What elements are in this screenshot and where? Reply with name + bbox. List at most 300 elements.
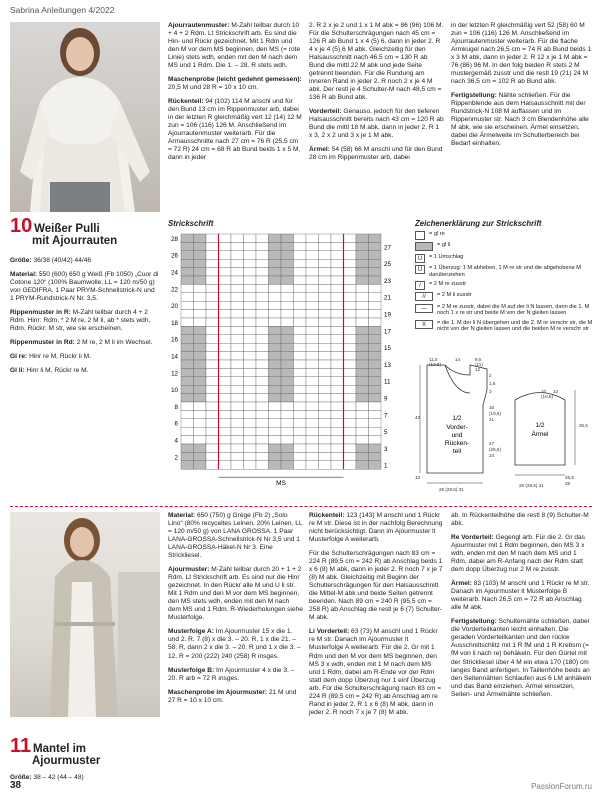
chart-cell — [281, 310, 294, 318]
chart-cell — [294, 326, 307, 334]
legend-item — [415, 320, 595, 333]
paragraph: 123 (143) M anschl und 1 Rückr re M str. Diese ist in der nachfolg Berechnung nicht berücksichtigt. Dann im Ajourmuster lt Musterfolge A weiterarb. — [309, 512, 443, 544]
pattern1-column3 — [309, 22, 444, 169]
chart-row-number: 28 — [171, 235, 178, 243]
chart-cell — [206, 419, 219, 427]
legend-symbol: Ü — [415, 265, 425, 274]
chart-cell — [269, 452, 282, 460]
chart-cell — [306, 259, 319, 267]
chart-cell — [219, 301, 232, 309]
chart-cell — [194, 444, 207, 452]
chart-cell — [206, 335, 219, 343]
chart-cell — [206, 368, 219, 376]
pattern2-column2 — [168, 512, 303, 711]
chart-row-number: 6 — [174, 420, 178, 428]
chart-cell — [306, 410, 319, 418]
chart-cell — [356, 419, 369, 427]
dimension-label: 26 (28,5) 31 — [519, 483, 544, 488]
chart-cell — [356, 343, 369, 351]
section-label: Vorderteil: — [309, 108, 342, 116]
chart-cell — [306, 293, 319, 301]
chart-cell — [256, 251, 269, 259]
chart-cell — [331, 427, 344, 435]
chart-cell — [206, 234, 219, 242]
paragraph: 2. R 2 x je 2 und 1 x 1 M abk = 86 (96) 106 M. Für die Schulterschrägungen nach 45 cm = 126 R ab Bund 1 x 4 (5) 6, dann in jeder 2. R 4 x je 4 (5) 6 M abk. Gleichzeitig für den Halsausschnitt nach 46,5 cm = 130 R ab Bund die mittl 22 M abk und jede Seite getrennt beenden. Für die Rundung am inneren Rand in jeder 2. R noch 2 x je 4 M abk. Der restl je 4 Schulter-M nach 48,5 cm = 136 R ab Bund abk. — [309, 22, 444, 102]
chart-cell — [244, 310, 257, 318]
chart-cell — [219, 251, 232, 259]
chart-cell — [331, 410, 344, 418]
gl-li-text: Hinr li M, Rückr re M. — [26, 367, 89, 375]
model-illustration — [10, 22, 160, 212]
paragraph: in der letzten R gleichmäßig vert 52 (58) 60 M zun = 106 (116) 126 M. Anschließend im Ajourrautenmuster weiterarb. Für die flache Armkugel nach 26,5 cm = 74 R ab Bund beids 1 x 3 M abk, dann in jeder 2. R 12 x je 1 M abk = 76 (86) 96 M. In den folg beiden R stets 2 M mustergemäß zusstr und die restl 19 (21) 24 M nach 36,5 cm = 102 R ab Bund abk. — [451, 22, 592, 86]
chart-cell — [269, 385, 282, 393]
chart-cell — [281, 368, 294, 376]
chart-cell — [294, 402, 307, 410]
chart-cell — [331, 268, 344, 276]
chart-cell — [206, 436, 219, 444]
dimension-label: (10,5) — [541, 394, 554, 399]
chart-cell — [194, 352, 207, 360]
chart-cell — [344, 402, 357, 410]
chart-cell — [356, 284, 369, 292]
chart-cell — [344, 310, 357, 318]
chart-cell — [331, 385, 344, 393]
section-label: Fertigstellung: — [451, 92, 497, 100]
chart-cell — [344, 444, 357, 452]
chart-cell — [181, 310, 194, 318]
chart-cell — [244, 427, 257, 435]
gl-re-text: Hinr re M, Rückr li M. — [29, 353, 91, 361]
chart-cell — [356, 234, 369, 242]
chart-cell — [331, 234, 344, 242]
chart-cell — [194, 377, 207, 385]
chart-cell — [181, 394, 194, 402]
legend-text: = 1 Umschlag — [429, 253, 464, 260]
chart-cell — [219, 444, 232, 452]
chart-cell — [369, 343, 382, 351]
chart-cell — [219, 352, 232, 360]
section-label: Ärmel: — [451, 580, 472, 588]
dimension-label: 10 — [541, 389, 547, 394]
chart-cell — [356, 461, 369, 469]
sweater-photo — [10, 22, 160, 212]
chart-cell — [206, 326, 219, 334]
chart-cell — [331, 377, 344, 385]
chart-cell — [319, 242, 332, 250]
chart-cell — [319, 310, 332, 318]
chart-cell — [281, 318, 294, 326]
chart-cell — [344, 284, 357, 292]
chart-cell — [256, 394, 269, 402]
chart-cell — [281, 234, 294, 242]
chart-cell — [294, 251, 307, 259]
chart-cell — [206, 301, 219, 309]
chart-cell — [356, 360, 369, 368]
chart-cell — [244, 335, 257, 343]
chart-cell — [219, 343, 232, 351]
chart-cell — [306, 352, 319, 360]
dimension-label: (11) — [475, 362, 483, 367]
chart-cell — [269, 410, 282, 418]
pattern-title-line2: Ajourmuster — [32, 755, 101, 768]
chart-cell — [206, 242, 219, 250]
legend-text: = gl li — [437, 242, 451, 249]
chart-cell — [256, 410, 269, 418]
chart-cell — [181, 284, 194, 292]
chart-cell — [306, 234, 319, 242]
chart-cell — [194, 268, 207, 276]
legend-symbol: U — [415, 254, 425, 263]
chart-cell — [281, 259, 294, 267]
chart-cell — [331, 394, 344, 402]
chart-cell — [331, 343, 344, 351]
knitting-chart-grid — [163, 230, 408, 488]
section-label: Ajourmuster: — [168, 566, 210, 574]
chart-cell — [181, 352, 194, 360]
chart-cell — [319, 410, 332, 418]
chart-cell — [319, 234, 332, 242]
chart-cell — [219, 368, 232, 376]
chart-cell — [306, 242, 319, 250]
dimension-label: 1,5 — [489, 381, 496, 386]
chart-cell — [331, 352, 344, 360]
chart-cell — [269, 402, 282, 410]
legend-text: = gl re — [429, 231, 445, 237]
chart-cell — [331, 402, 344, 410]
chart-cell — [244, 385, 257, 393]
dimension-label: 11,5 — [429, 357, 438, 362]
chart-cell — [281, 293, 294, 301]
paragraph: M-Zahl teilbar durch 20 + 1 + 2 Rdm. Lt Strickschrift arb. Es sind nur die Hinr gezeichnet. In den Rückr alle M und U li str. Mit 1 Rdm und den M vor dem MS beginnen, den MS stets wdh, enden mit den M nach dem MS und 1 Rdm. R-Wiederholungen siehe Musterfolge. — [168, 566, 303, 622]
chart-cell — [344, 251, 357, 259]
chart-cell — [181, 293, 194, 301]
chart-cell — [294, 385, 307, 393]
chart-row-number: 24 — [171, 269, 178, 277]
dimension-label: 3 — [489, 389, 492, 394]
chart-heading: Strickschrift — [168, 219, 214, 228]
chart-row-number: 5 — [384, 429, 388, 437]
chart-cell — [294, 360, 307, 368]
legend-symbol: X — [415, 320, 433, 329]
chart-cell — [256, 259, 269, 267]
chart-cell — [181, 251, 194, 259]
chart-cell — [256, 326, 269, 334]
chart-cell — [319, 368, 332, 376]
chart-cell — [306, 385, 319, 393]
chart-cell — [194, 394, 207, 402]
chart-cell — [319, 427, 332, 435]
chart-cell — [281, 352, 294, 360]
chart-cell — [244, 259, 257, 267]
chart-row-number: 8 — [174, 403, 178, 411]
chart-cell — [306, 268, 319, 276]
legend-item — [415, 292, 595, 301]
chart-cell — [181, 335, 194, 343]
paragraph: Für die Schulterschrägungen nach 83 cm = 224 R (89,5 cm = 242 R) ab Anschlag beids 1 x 6 (8) M abk, dann in jeder 2. R noch 7 x je 7 (8) M abk. Gleichzeitig mit Beginn der Schulterschrägungen für den Halsausschnitt die Mittel-M abk und beide Seiten getrennt beenden. Nach 89 cm = 240 R (95,5 cm = 258 R) ab Anschlag die restl je 6 (7) Schulter-M abk. — [309, 550, 443, 622]
chart-cell — [256, 352, 269, 360]
chart-cell — [244, 301, 257, 309]
chart-cell — [294, 394, 307, 402]
legend-text: = 1 Überzug: 1 M abheben, 1 M re str und die abgehobene M darüberziehen — [429, 265, 581, 278]
dimension-label: 27 — [489, 441, 495, 446]
chart-cell — [294, 419, 307, 427]
legend-symbol — [415, 242, 433, 251]
chart-cell — [294, 259, 307, 267]
chart-cell — [219, 452, 232, 460]
chart-cell — [194, 326, 207, 334]
chart-cell — [194, 310, 207, 318]
chart-cell — [256, 301, 269, 309]
chart-cell — [319, 276, 332, 284]
chart-cell — [294, 352, 307, 360]
size-value: 36/38 (40/42) 44/46 — [33, 257, 92, 265]
chart-cell — [256, 276, 269, 284]
legend — [415, 231, 595, 335]
chart-cell — [194, 251, 207, 259]
chart-cell — [269, 427, 282, 435]
chart-cell — [269, 377, 282, 385]
chart-cell — [356, 444, 369, 452]
paragraph: 21 M und 27 R = 10 x 10 cm. — [168, 688, 297, 704]
chart-cell — [369, 251, 382, 259]
repeat-label: MS — [276, 480, 286, 488]
chart-cell — [256, 385, 269, 393]
chart-cell — [181, 318, 194, 326]
legend-item — [415, 242, 595, 251]
chart-cell — [244, 318, 257, 326]
chart-cell — [319, 318, 332, 326]
chart-cell — [356, 251, 369, 259]
dimension-label: 2 — [489, 373, 492, 378]
chart-cell — [306, 360, 319, 368]
chart-row-number: 11 — [384, 378, 391, 386]
chart-cell — [194, 410, 207, 418]
chart-cell — [369, 352, 382, 360]
rib-rd-text: 2 M re, 2 M li im Wechsel. — [76, 339, 153, 347]
chart-cell — [306, 284, 319, 292]
paragraph: 20,5 M und 28 R = 10 x 10 cm. — [168, 84, 259, 92]
chart-cell — [256, 402, 269, 410]
chart-cell — [256, 377, 269, 385]
section-label: Ärmel: — [309, 146, 330, 154]
chart-cell — [244, 436, 257, 444]
dimension-label: 12 — [475, 367, 481, 372]
chart-cell — [269, 368, 282, 376]
chart-cell — [181, 276, 194, 284]
chart-cell — [294, 368, 307, 376]
size-value: 38 – 42 (44 – 48) — [33, 774, 84, 782]
chart-cell — [344, 461, 357, 469]
chart-cell — [219, 360, 232, 368]
section-label: Musterfolge A: — [168, 628, 214, 636]
chart-cell — [244, 284, 257, 292]
chart-cell — [319, 402, 332, 410]
chart-cell — [244, 343, 257, 351]
chart-cell — [319, 293, 332, 301]
chart-cell — [331, 452, 344, 460]
chart-cell — [219, 402, 232, 410]
schematic-label: Vorder- — [446, 424, 468, 431]
section-label: Rückenteil: — [168, 98, 204, 106]
chart-cell — [206, 343, 219, 351]
paragraph: Nähte schließen. Für die Rippenblende aus dem Halsausschnitt mit der Rundstrick-N 108 M auffassen und im Rippenmuster str. Nach 3 cm Blendenhöhe alle M abk, wie sie erscheinen. Ärmel einsetzen, dabei die Ärmelweite im Schulterbereich bei Bedarf einhalten. — [451, 92, 589, 148]
chart-cell — [206, 293, 219, 301]
chart-cell — [244, 444, 257, 452]
chart-cell — [269, 234, 282, 242]
chart-row-number: 23 — [384, 277, 391, 285]
chart-cell — [206, 402, 219, 410]
section-label: Maschenprobe im Ajourmuster: — [168, 688, 268, 696]
chart-cell — [356, 318, 369, 326]
chart-cell — [281, 461, 294, 469]
chart-cell — [369, 268, 382, 276]
pattern2-column3 — [309, 512, 444, 723]
chart-cell — [281, 343, 294, 351]
chart-cell — [369, 360, 382, 368]
paragraph: Genauso, jedoch für den tieferen Halsausschnitt bereits nach 43 cm = 120 R ab Bund die mittl 18 M abk, dann in jeder 2. R 1 x 3, 2 x 2 und 3 x je 1 M abk. — [309, 108, 444, 140]
chart-cell — [356, 377, 369, 385]
chart-cell — [369, 259, 382, 267]
chart-cell — [244, 402, 257, 410]
chart-cell — [194, 343, 207, 351]
chart-cell — [256, 335, 269, 343]
chart-cell — [194, 284, 207, 292]
chart-cell — [294, 377, 307, 385]
paragraph: 63 (73) M anschl und 1 Rückr re M str. Danach im Ajourmuster lt Musterfolge A weiterarb. Für die 2. Gr mit 1 Rdm und den M vor dem MS beginnen, den MS 3 x wdh, enden mit 1 M nach dem MS und 1 Rdm, dabei am R-Ende vor der Rdm statt dem dopp Überzug nur 1 einf Überzug arb. Für die Schulterschrägung nach 83 cm = 224 R (89,5 cm = 242 R) ab Anschlag am re Rand in jeder 2. R 1 x 6 (8) M abk, dann in jeder 2. R noch 7 x je 7 (8) M abk. — [309, 628, 442, 716]
chart-cell — [369, 461, 382, 469]
chart-cell — [206, 385, 219, 393]
chart-cell — [281, 242, 294, 250]
chart-cell — [306, 402, 319, 410]
chart-cell — [256, 427, 269, 435]
pattern-title-line2: mit Ajourrauten — [32, 235, 118, 248]
pattern-number: 11 — [10, 735, 32, 757]
chart-cell — [269, 352, 282, 360]
paragraph: ab. In Rückenteilhöhe die restl 8 (9) Schulter-M abk. — [451, 512, 589, 528]
chart-cell — [319, 394, 332, 402]
chart-cell — [231, 377, 244, 385]
chart-cell — [181, 259, 194, 267]
chart-cell — [306, 343, 319, 351]
chart-cell — [181, 242, 194, 250]
chart-cell — [219, 318, 232, 326]
material-text: 550 (600) 650 g Weiß (Fb 1050) „Cuor di Cotone 120“ (100% Baumwolle, LL = 120 m/50 g) von GEDIFRA. 1 Paar PRYM-Schnellstrick-N und 1 PRYM-Rundstrick-N Nr. 3,5. — [10, 271, 159, 303]
paragraph: 54 (58) 66 M anschl und für den Bund 28 cm im Rippenmuster arb, dabei — [309, 146, 443, 162]
chart-cell — [244, 410, 257, 418]
chart-cell — [319, 284, 332, 292]
chart-cell — [244, 268, 257, 276]
chart-cell — [281, 402, 294, 410]
chart-cell — [331, 251, 344, 259]
chart-cell — [206, 360, 219, 368]
chart-cell — [256, 343, 269, 351]
chart-row-number: 1 — [384, 462, 388, 470]
chart-cell — [269, 343, 282, 351]
chart-cell — [306, 310, 319, 318]
knitting-chart — [163, 230, 408, 491]
chart-cell — [219, 436, 232, 444]
chart-cell — [356, 242, 369, 250]
chart-cell — [206, 377, 219, 385]
paragraph: 650 (750) g Grège (Fb 2) „Solo Lino“ (80% recyceltes Leinen, 20% Leinen, LL = 120 m/50 g) von LANA GROSSA. 1 Paar LANA-GROSSA-Schnellstrick-N Nr 3,5 und 1 LANA-GROSSA-Häkel-N Nr 3. Eine Strickliesel. — [168, 512, 303, 560]
chart-cell — [194, 335, 207, 343]
chart-cell — [181, 301, 194, 309]
chart-cell — [231, 318, 244, 326]
chart-cell — [256, 242, 269, 250]
chart-cell — [206, 268, 219, 276]
chart-cell — [319, 326, 332, 334]
chart-cell — [344, 335, 357, 343]
rib-rd-label: Rippenmuster in Rd: — [10, 339, 75, 347]
chart-cell — [319, 444, 332, 452]
chart-cell — [206, 259, 219, 267]
chart-cell — [369, 318, 382, 326]
rib-text: M-Zahl teilbar durch 4 + 2 Rdm. Hinr: Rdm, * 2 M re, 2 M li, ab * stets wdh, Rdm. Rückr: M str, wie sie erscheinen. — [10, 309, 151, 333]
chart-cell — [344, 419, 357, 427]
chart-cell — [194, 402, 207, 410]
dimension-label: 43 — [415, 415, 421, 420]
legend-item — [415, 231, 595, 240]
chart-cell — [231, 234, 244, 242]
chart-cell — [269, 318, 282, 326]
chart-cell — [231, 284, 244, 292]
chart-cell — [356, 410, 369, 418]
chart-cell — [231, 259, 244, 267]
chart-cell — [244, 419, 257, 427]
chart-cell — [281, 360, 294, 368]
chart-row-number: 10 — [171, 387, 178, 395]
chart-cell — [256, 293, 269, 301]
chart-row-number: 21 — [384, 294, 391, 302]
chart-cell — [231, 335, 244, 343]
chart-cell — [256, 284, 269, 292]
chart-cell — [219, 293, 232, 301]
chart-cell — [344, 326, 357, 334]
dimension-label: 21 — [489, 417, 495, 422]
chart-cell — [181, 377, 194, 385]
chart-cell — [231, 301, 244, 309]
chart-cell — [356, 436, 369, 444]
chart-cell — [231, 293, 244, 301]
chart-cell — [344, 301, 357, 309]
chart-cell — [231, 427, 244, 435]
chart-cell — [319, 352, 332, 360]
dimension-label: 24 — [489, 453, 495, 458]
chart-cell — [256, 268, 269, 276]
chart-cell — [231, 419, 244, 427]
schematic-svg — [415, 355, 595, 505]
chart-cell — [244, 234, 257, 242]
chart-cell — [344, 385, 357, 393]
chart-cell — [281, 444, 294, 452]
chart-cell — [181, 360, 194, 368]
chart-cell — [356, 335, 369, 343]
legend-text: = 2 M re zusstr — [429, 280, 467, 287]
legend-item — [415, 304, 595, 317]
paragraph: 94 (102) 114 M anschl und für den Bund 13 cm im Rippenmuster arb, dabei in der letzten R gleichmäßig vert 12 (14) 12 M zun = 106 (116) 126 M. Anschließend im Ajourrautenmuster weiterarb. Für die Armausschnitte nach 27 cm = 76 R (25,5 cm = 72 R) 24 cm = 68 R ab Bund beids 1 x 5 M, dann in jeder — [168, 98, 302, 162]
chart-cell — [306, 276, 319, 284]
chart-cell — [356, 352, 369, 360]
chart-cell — [231, 343, 244, 351]
chart-cell — [319, 377, 332, 385]
section-label: Ajourrautenmuster: — [168, 22, 230, 29]
chart-cell — [306, 427, 319, 435]
chart-cell — [281, 251, 294, 259]
dimension-label: 26,5 — [565, 475, 574, 480]
chart-cell — [294, 461, 307, 469]
chart-cell — [256, 436, 269, 444]
chart-cell — [206, 444, 219, 452]
